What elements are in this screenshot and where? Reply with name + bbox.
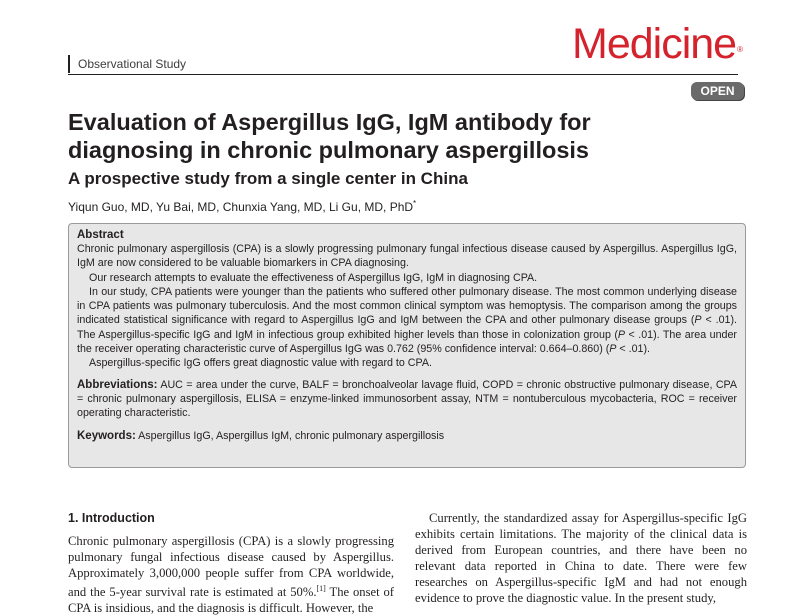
open-access-badge: OPEN (691, 82, 744, 100)
results-text: < .01). (616, 343, 651, 356)
author-list (68, 196, 748, 215)
results-text: < .01). The area under the receiver operating characteristic curve of Aspergillus IgG was 0.762 (95% confidence interval: 0.664–0.860) ( (77, 328, 737, 356)
abstract-background: Chronic pulmonary aspergillosis (CPA) is a slowly progressing pulmonary fungal infectious disease caused by Aspergillus. Aspergillus IgG, IgM are now considered to be valuable biomarkers in CPA diagnosing. (77, 243, 737, 270)
keywords-label: Keywords: (77, 429, 136, 442)
article-subtitle: A prospective study from a single center in China (68, 169, 468, 188)
right-column-paragraph: Currently, the standardized assay for Aspergillus-specific IgG exhibits certain limitations. The majority of the clinical data is derived from European countries, and there have been no relevant data reported in China to date. There were few researches on Aspergillus-specific IgM and had not enough evidence to prove the diagnostic value. In the present study, (415, 511, 747, 605)
keywords-text: Aspergillus IgG, Aspergillus IgM, chronic pulmonary aspergillosis (135, 429, 445, 442)
p-value-symbol: P (609, 343, 617, 356)
corresponding-author-mark[interactable]: * (413, 199, 417, 208)
journal-logo-text: Medicine (572, 20, 737, 68)
p-value-symbol: P (617, 328, 626, 341)
p-value-symbol: P (694, 314, 702, 327)
abstract-results (77, 285, 737, 356)
paragraph-text: Chronic pulmonary aspergillosis (CPA) is a slowly progressing pulmonary fungal infectious disease caused by Aspergillus. Approximately 3,000,000 people suffer from CPA worldwide, and the 5-year survival rate is estimated at 50%. (68, 534, 394, 600)
abstract-box (68, 223, 746, 468)
body-column-left (68, 510, 394, 616)
article-title (68, 108, 748, 164)
abstract-conclusion: Aspergillus-specific IgG offers great diagnostic value with regard to CPA. (89, 357, 432, 370)
abstract-objective: Our research attempts to evaluate the effectiveness of Aspergillus IgG, IgM in diagnosing CPA. (89, 271, 538, 284)
abstract-heading: Abstract (77, 229, 124, 241)
title-line-1: Evaluation of Aspergillus IgG, IgM antibody for (68, 109, 591, 135)
paragraph-text: The onset of CPA is insidious, and the diagnosis is difficult. However, the (68, 585, 395, 616)
introduction-heading: 1. Introduction (68, 511, 155, 525)
registered-mark: ® (737, 45, 743, 54)
journal-logo[interactable] (572, 20, 743, 68)
abbreviations-label: Abbreviations: (77, 378, 158, 391)
citation-link[interactable]: [1] (316, 584, 326, 593)
keywords (77, 429, 737, 443)
author-names: Yiqun Guo, MD, Yu Bai, MD, Chunxia Yang, MD, Li Gu, MD, PhD (68, 200, 414, 214)
results-text: < .01). The Aspergillus-specific IgG and IgM in infectious group exhibited higher levels than those in colonization group ( (77, 314, 737, 341)
introduction-paragraph (68, 533, 394, 616)
title-line-2: diagnosing in chronic pulmonary aspergillosis (68, 137, 590, 163)
abbreviations-text: AUC = area under the curve, BALF = bronchoalveolar lavage fluid, COPD = chronic obstructive pulmonary disease, CPA = chronic pulmonary aspergillosis, ELISA = enzyme-linked immunosorbent assay, NTM = nontuberculous mycobacteria, ROC = receiver operating characteristic. (77, 378, 737, 420)
article-type-label: Observational Study (68, 55, 228, 73)
abbreviations (77, 378, 737, 421)
results-text: In our study, CPA patients were younger than the patients who suffered other pulmonary disease. The most common underlying disease in CPA patients was pulmonary tuberculosis. And the most common clinical symptom was hemoptysis. The comparison among the groups indicated statistical significance with regard to Aspergillus IgG and IgM between the CPA and other pulmonary disease groups ( (77, 285, 737, 327)
header-divider (68, 74, 738, 75)
body-column-right (415, 510, 747, 606)
